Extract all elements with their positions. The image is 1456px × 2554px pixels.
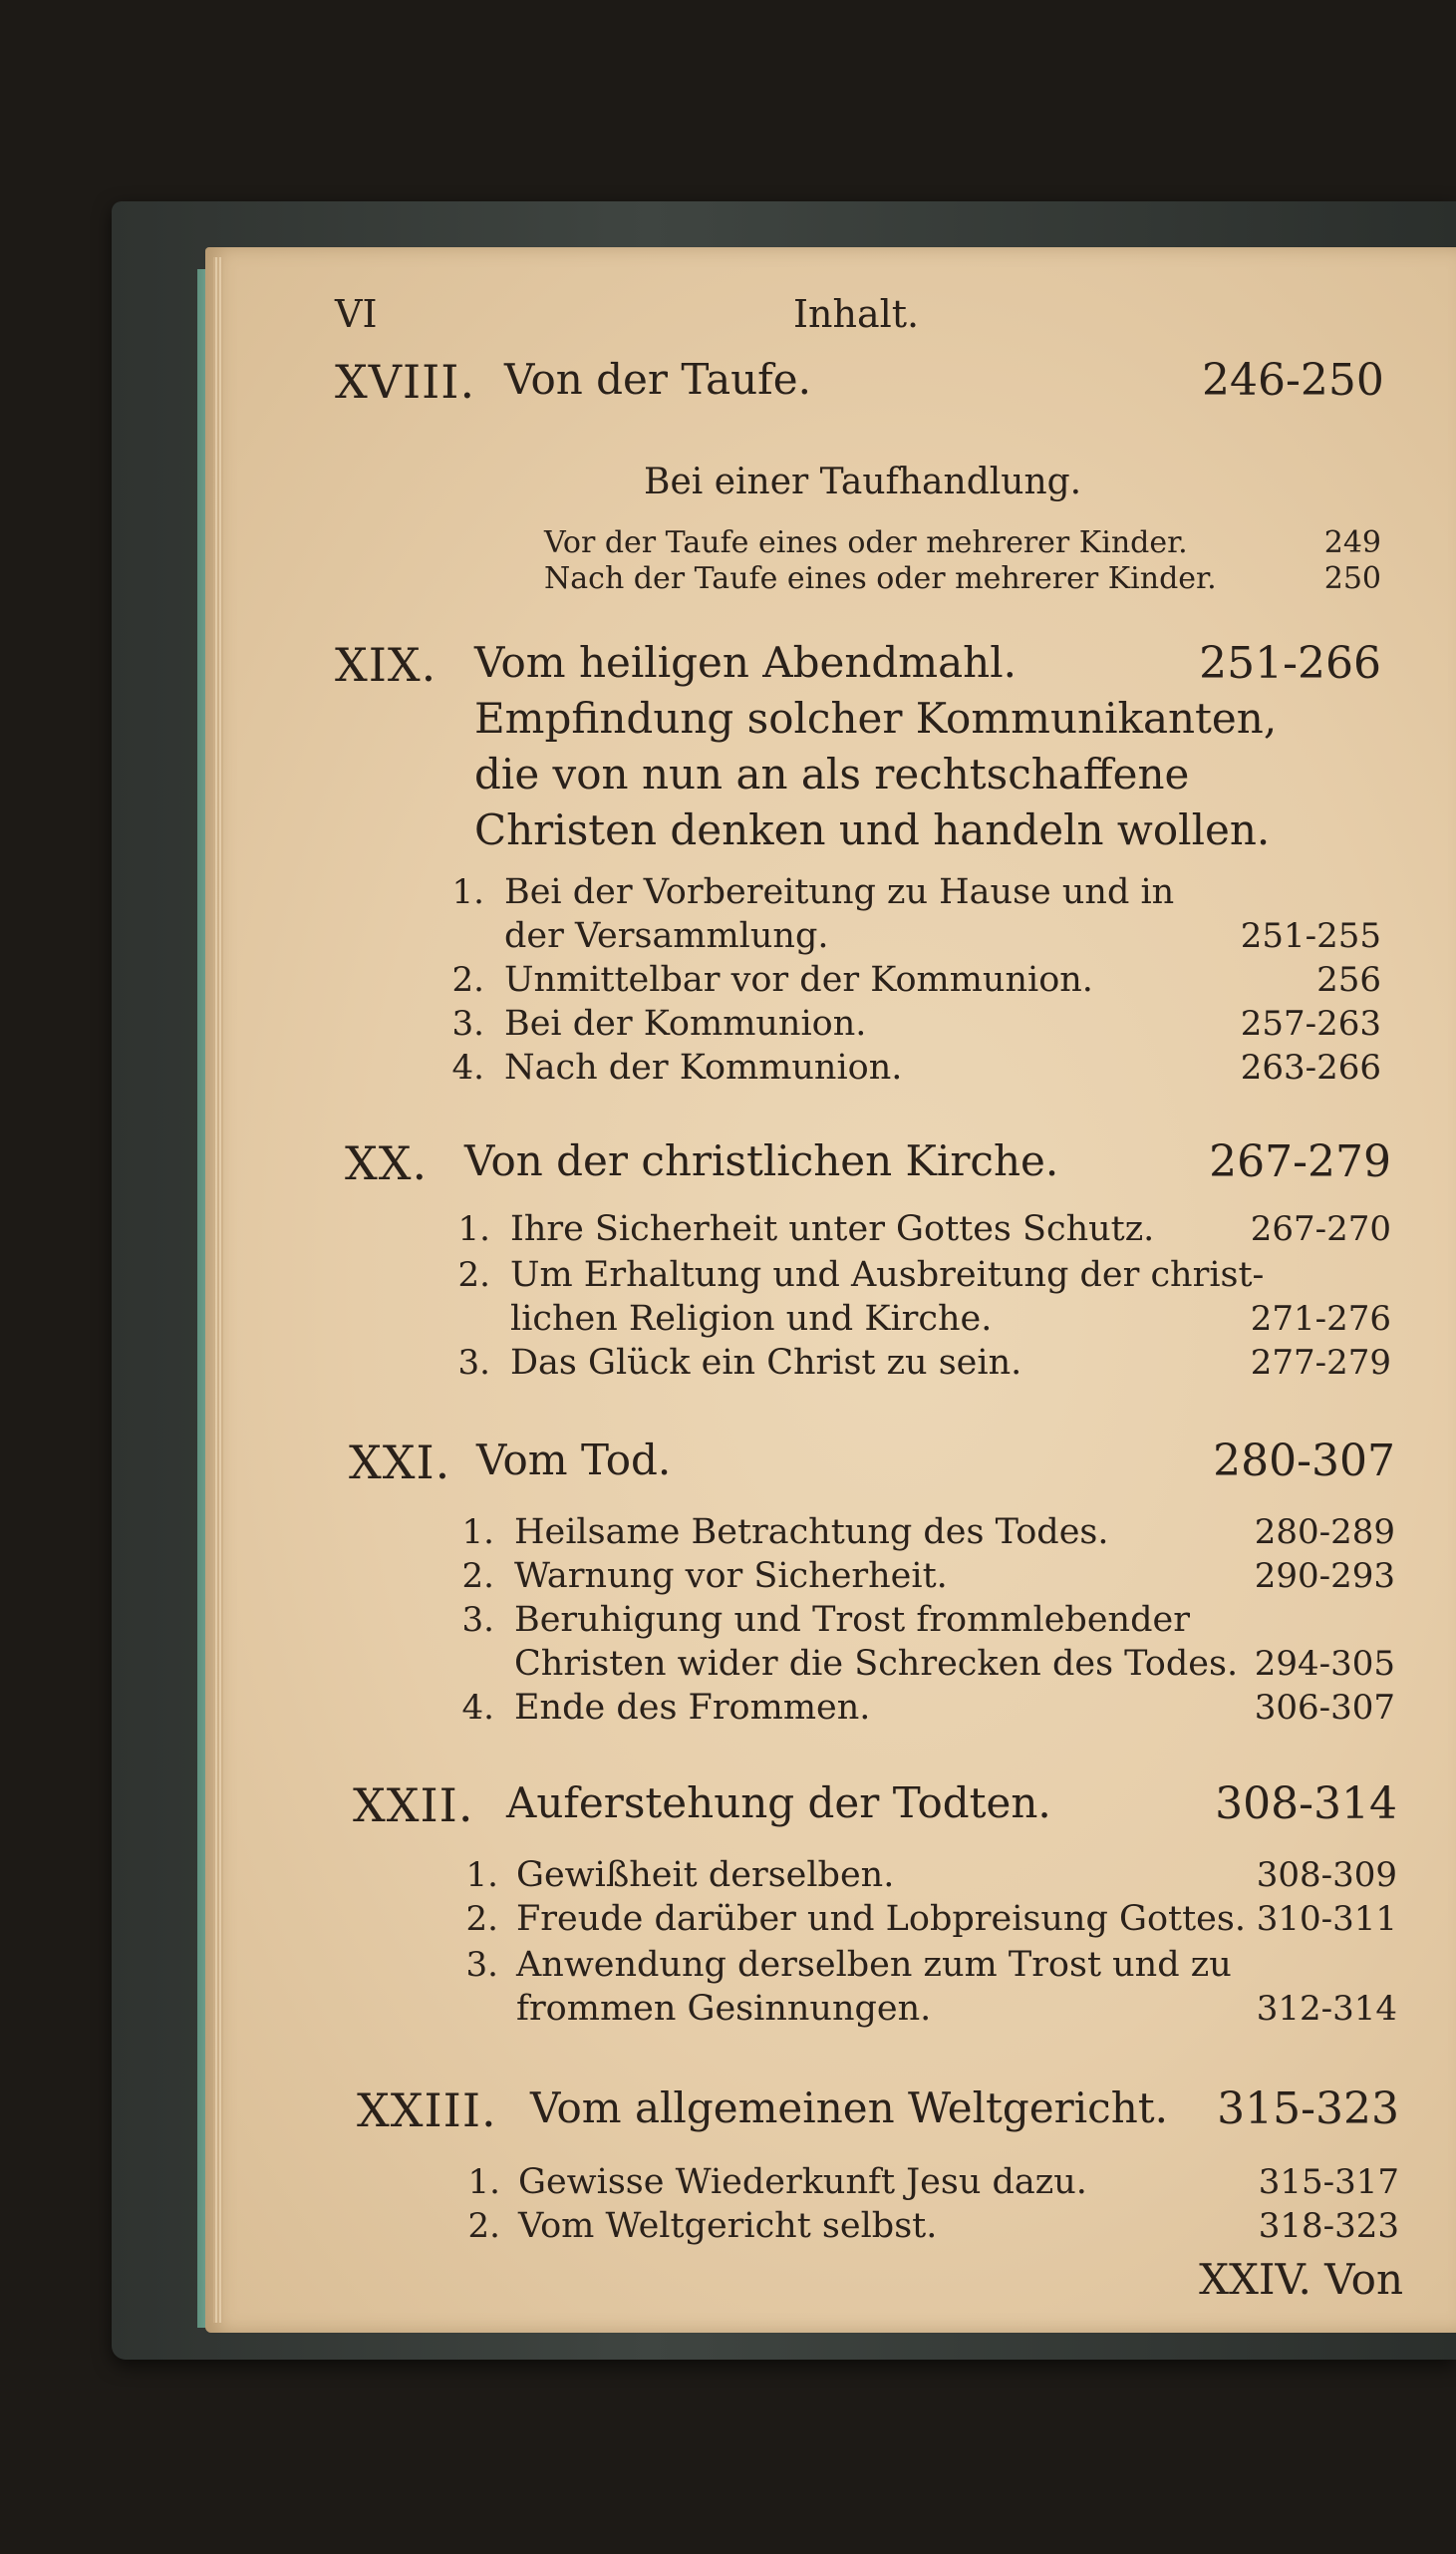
entry-pages: 251-255: [1240, 916, 1381, 956]
entry-text: Christen wider die Schrecken des Todes.: [514, 1644, 1239, 1684]
section-numeral: XX.: [345, 1136, 429, 1190]
entry-text: Bei der Kommunion.: [504, 1004, 867, 1044]
section-pages: 280-307: [1213, 1436, 1395, 1486]
section-numeral: XXI.: [349, 1436, 451, 1489]
section-pages: 246-250: [1202, 355, 1384, 406]
entry-pages: 277-279: [1250, 1343, 1391, 1383]
entry-number: 2.: [467, 2206, 500, 2246]
entry-text: Gewisse Wiederkunft Jesu dazu.: [518, 2162, 1087, 2202]
section-title: Vom allgemeinen Weltgericht.: [530, 2083, 1168, 2132]
section-numeral: XIX.: [335, 638, 437, 692]
entry-number: 3.: [451, 1004, 484, 1044]
entry-pages: 308-309: [1256, 1855, 1397, 1895]
entry-number: 3.: [457, 1343, 490, 1383]
section-title-line: Empfindung solcher Kommunikanten,: [474, 694, 1278, 743]
entry-number: 2.: [461, 1556, 494, 1596]
entry-text: Nach der Taufe eines oder mehrerer Kinder.: [544, 561, 1217, 596]
section-title-line: die von nun an als rechtschaffene: [474, 750, 1190, 798]
section-pages: 315-323: [1217, 2083, 1399, 2134]
section-numeral: XXIII.: [357, 2083, 497, 2137]
entry-number: 2.: [451, 960, 484, 1000]
section-title: Von der Taufe.: [504, 355, 811, 404]
entry-text: Anwendung derselben zum Trost und zu: [516, 1945, 1232, 1985]
section-title-line: Christen denken und handeln wollen.: [474, 805, 1271, 854]
section-numeral: XVIII.: [335, 355, 476, 409]
entry-number: 3.: [465, 1945, 498, 1985]
entry-pages: 280-289: [1254, 1512, 1395, 1552]
entry-text: Heilsame Betrachtung des Todes.: [514, 1512, 1109, 1552]
entry-text: frommen Gesinnungen.: [516, 1989, 932, 2029]
entry-text: Beruhigung und Trost frommlebender: [514, 1600, 1190, 1640]
entry-text: Das Glück ein Christ zu sein.: [510, 1343, 1022, 1383]
entry-number: 4.: [451, 1048, 484, 1088]
entry-number: 1.: [461, 1512, 494, 1552]
entry-text: Gewißheit derselben.: [516, 1855, 895, 1895]
entry-pages: 312-314: [1256, 1989, 1397, 2029]
page-numeral: VI: [335, 292, 378, 336]
entry-text: lichen Religion und Kirche.: [510, 1299, 993, 1339]
entry-number: 2.: [457, 1255, 490, 1295]
book-page: [205, 247, 1456, 2333]
entry-text: Vor der Taufe eines oder mehrerer Kinder.: [544, 525, 1188, 560]
entry-pages: 315-317: [1258, 2162, 1399, 2202]
section-title: Von der christlichen Kirche.: [464, 1136, 1059, 1185]
section-title: Vom Tod.: [476, 1436, 672, 1484]
section-pages: 251-266: [1199, 638, 1381, 689]
section-title: Auferstehung der Todten.: [506, 1778, 1051, 1827]
entry-text: Um Erhaltung und Ausbreitung der christ-: [510, 1255, 1265, 1295]
entry-pages: 256: [1316, 960, 1381, 1000]
entry-pages: 250: [1323, 561, 1381, 596]
entry-pages: 290-293: [1254, 1556, 1395, 1596]
entry-text: Nach der Kommunion.: [504, 1048, 903, 1088]
entry-number: 4.: [461, 1688, 494, 1728]
entry-pages: 249: [1323, 525, 1381, 560]
entry-text: Ende des Frommen.: [514, 1688, 871, 1728]
entry-number: 1.: [465, 1855, 498, 1895]
entry-text: Unmittelbar vor der Kommunion.: [504, 960, 1093, 1000]
entry-number: 3.: [461, 1600, 494, 1640]
section-pages: 267-279: [1209, 1136, 1391, 1187]
entry-pages: 267-270: [1250, 1209, 1391, 1249]
entry-pages: 257-263: [1240, 1004, 1381, 1044]
entry-pages: 310-311: [1256, 1899, 1397, 1939]
section-pages: 308-314: [1215, 1778, 1397, 1829]
entry-pages: 263-266: [1240, 1048, 1381, 1088]
running-title: Inhalt.: [793, 292, 920, 336]
entry-text: der Versammlung.: [504, 916, 829, 956]
entry-number: 1.: [451, 872, 484, 912]
entry-pages: 318-323: [1258, 2206, 1399, 2246]
entry-text: Warnung vor Sicherheit.: [514, 1556, 948, 1596]
entry-text: Vom Weltgericht selbst.: [518, 2206, 938, 2246]
entry-pages: 271-276: [1250, 1299, 1391, 1339]
entry-number: 2.: [465, 1899, 498, 1939]
section-title: Vom heiligen Abendmahl.: [474, 638, 1017, 687]
entry-text: Ihre Sicherheit unter Gottes Schutz.: [510, 1209, 1155, 1249]
section-subheading: Bei einer Taufhandlung.: [644, 462, 1082, 502]
entry-text: Bei der Vorbereitung zu Hause und in: [504, 872, 1175, 912]
catchword: XXIV. Von: [1199, 2255, 1403, 2304]
entry-number: 1.: [457, 1209, 490, 1249]
entry-number: 1.: [467, 2162, 500, 2202]
entry-pages: 306-307: [1254, 1688, 1395, 1728]
entry-text: Freude darüber und Lobpreisung Gottes.: [516, 1899, 1246, 1939]
section-numeral: XXII.: [353, 1778, 474, 1832]
entry-pages: 294-305: [1254, 1644, 1395, 1684]
